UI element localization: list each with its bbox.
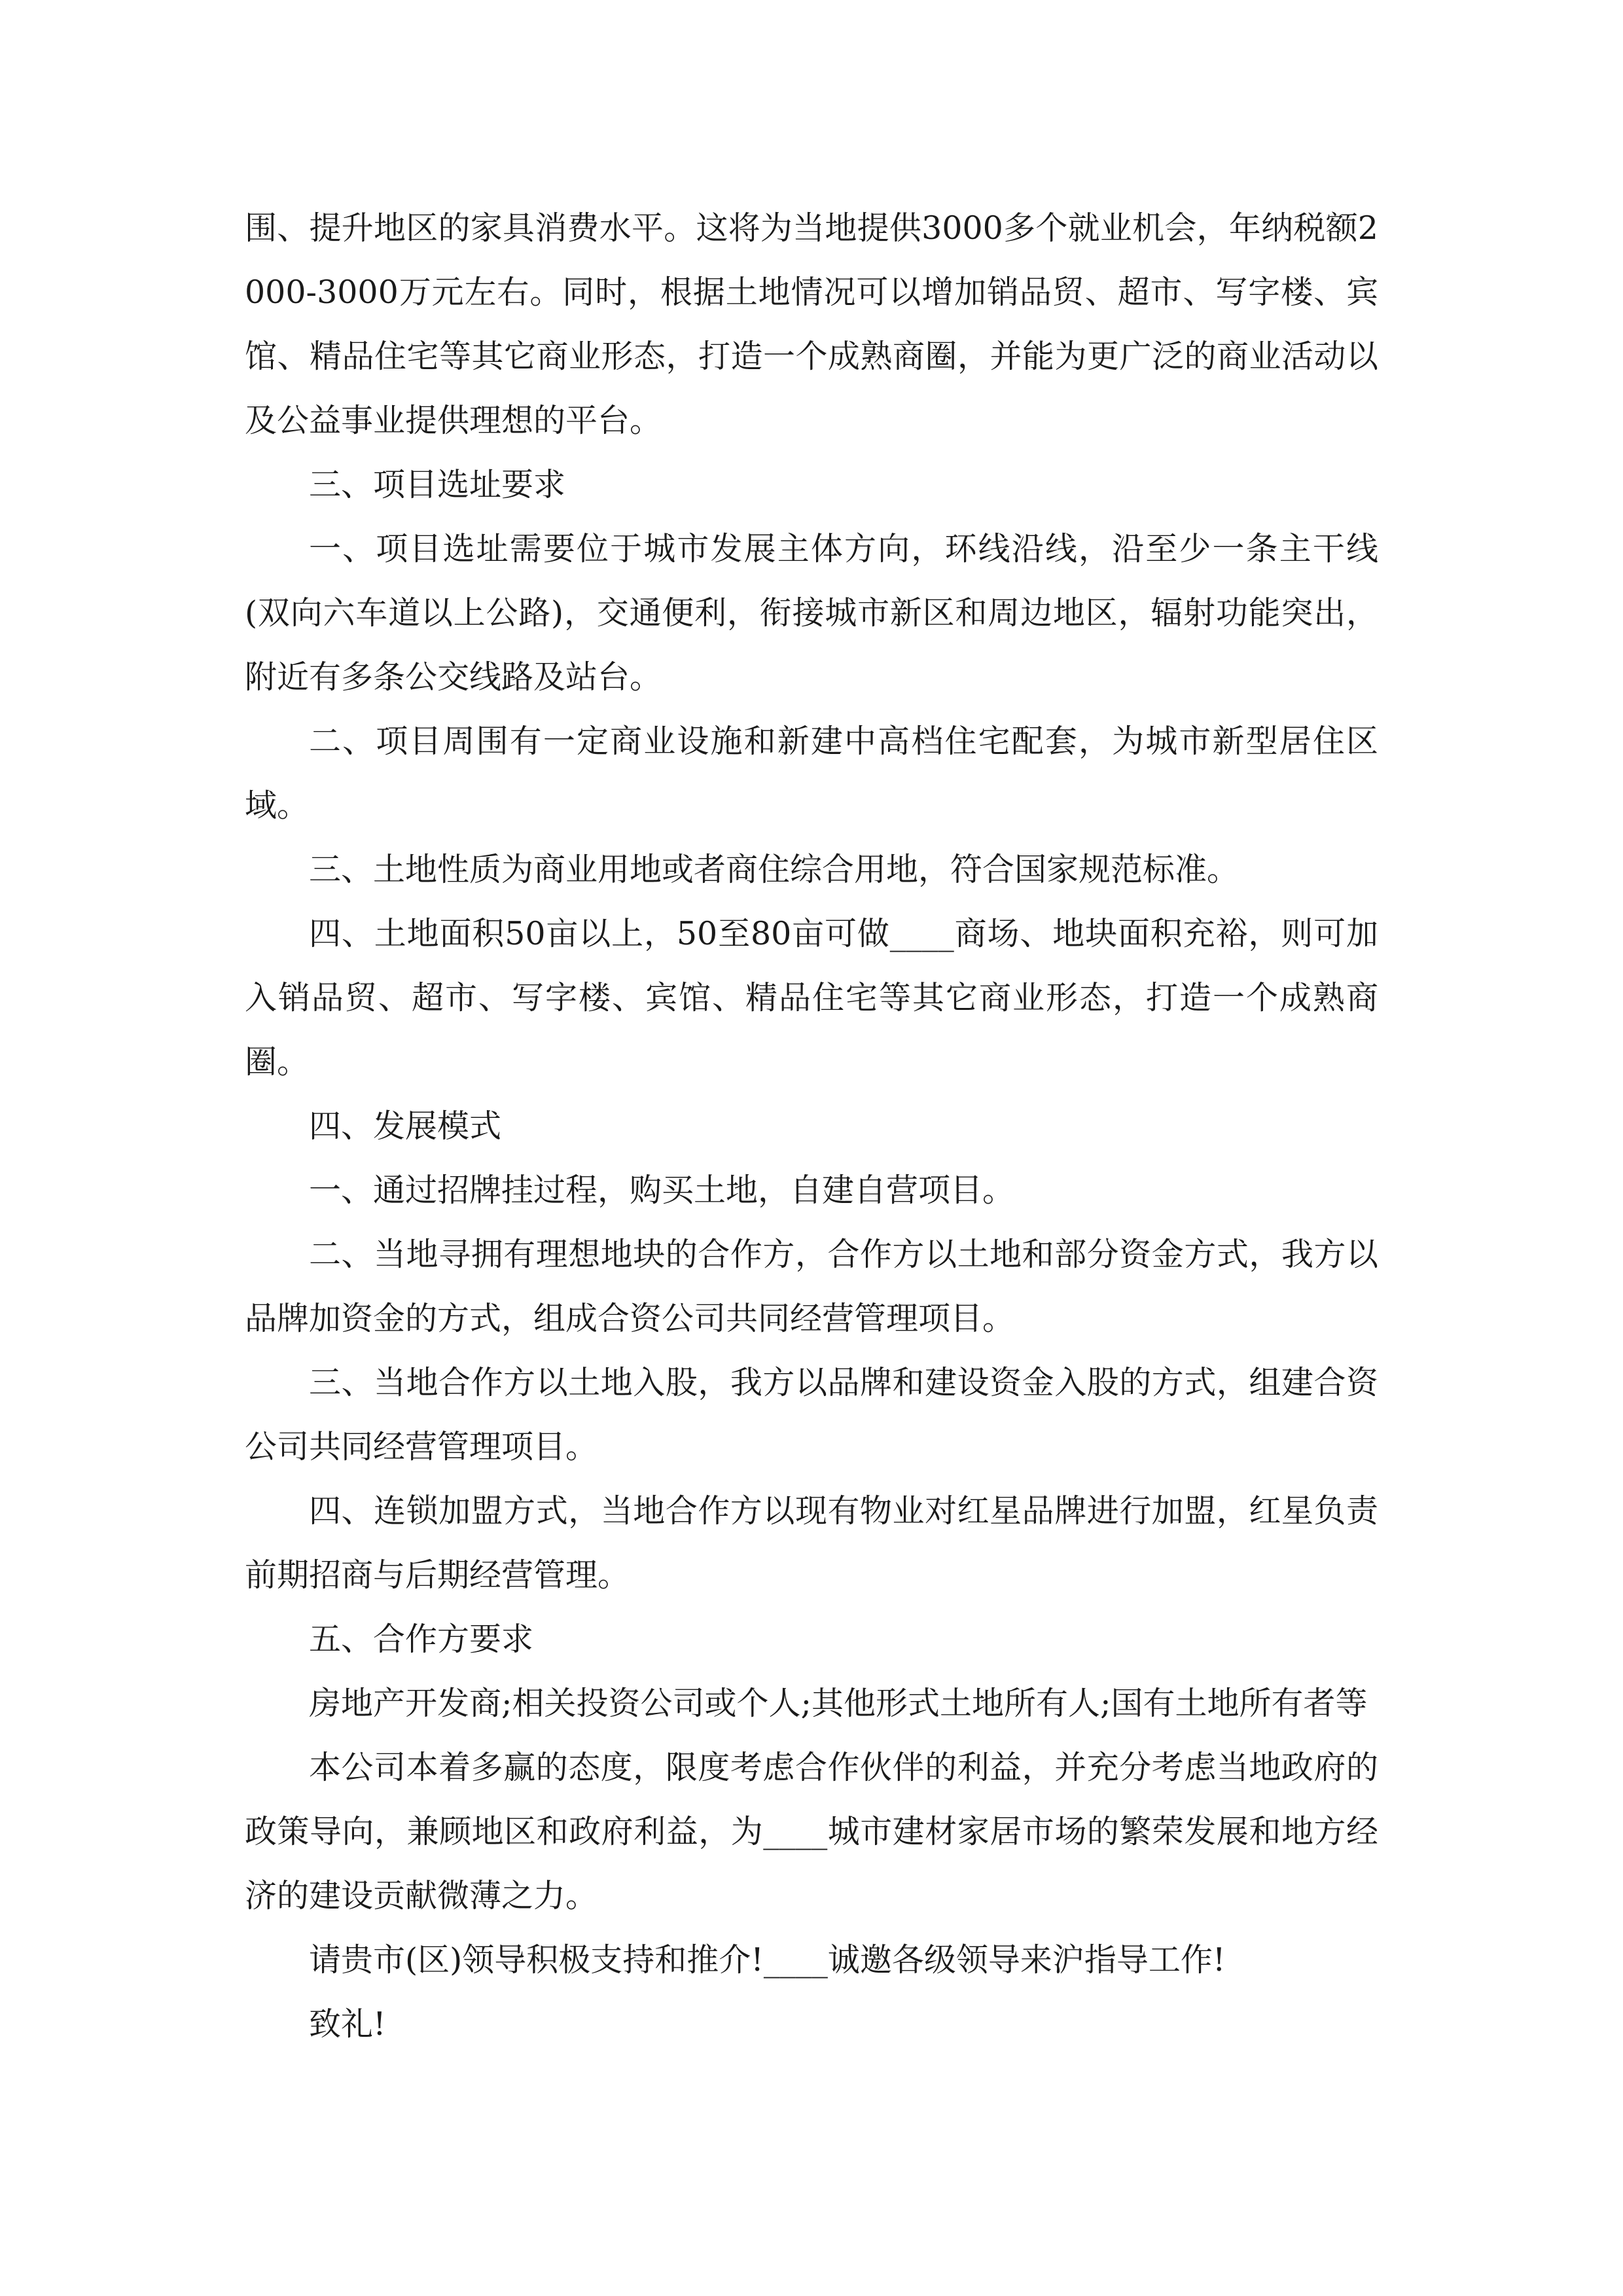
paragraph-dev-mode-3: 三、当地合作方以土地入股，我方以品牌和建设资金入股的方式，组建合资公司共同经营管理项目。: [245, 1364, 1378, 1465]
paragraph-site-req-3: 三、土地性质为商业用地或者商住综合用地，符合国家规范标准。: [309, 851, 1240, 888]
paragraph-partner-types: 房地产开发商;相关投资公司或个人;其他形式土地所有人;国有土地所有者等: [309, 1685, 1368, 1722]
paragraph-site-req-4: 四、土地面积50亩以上，50至80亩可做____商场、地块面积充裕，则可加入销品贸、超市、写字楼、宾馆、精品住宅等其它商业形态，打造一个成熟商圈。: [245, 915, 1378, 1081]
heading-site-requirements: 三、项目选址要求: [309, 466, 566, 503]
paragraph-invitation: 请贵市(区)领导积极支持和推介!____诚邀各级领导来沪指导工作!: [309, 1941, 1226, 1979]
paragraph-intro-continuation: 围、提升地区的家具消费水平。这将为当地提供3000多个就业机会，年纳税额2000-3000万元左右。同时，根据土地情况可以增加销品贸、超市、写字楼、宾馆、精品住宅等其它商业形态，打造一个成熟商圈，并能为更广泛的商业活动以及公益事业提供理想的平台。: [245, 209, 1378, 439]
paragraph-dev-mode-1: 一、通过招牌挂过程，购买土地，自建自营项目。: [309, 1172, 1015, 1209]
paragraph-company-statement: 本公司本着多赢的态度，限度考虑合作伙伴的利益，并充分考虑当地政府的政策导向，兼顾地区和政府利益，为____城市建材家居市场的繁荣发展和地方经济的建设贡献微薄之力。: [245, 1749, 1378, 1914]
paragraph-dev-mode-2: 二、当地寻拥有理想地块的合作方，合作方以土地和部分资金方式，我方以品牌加资金的方式，组成合资公司共同经营管理项目。: [245, 1236, 1378, 1337]
paragraph-site-req-1: 一、项目选址需要位于城市发展主体方向，环线沿线，沿至少一条主干线(双向六车道以上公路)，交通便利，衔接城市新区和周边地区，辐射功能突出，附近有多条公交线路及站台。: [245, 530, 1378, 696]
heading-partner-requirements: 五、合作方要求: [309, 1621, 534, 1658]
heading-development-mode: 四、发展模式: [309, 1107, 502, 1145]
document-body: [245, 196, 1378, 2056]
paragraph-closing: 致礼!: [309, 2005, 386, 2043]
paragraph-site-req-2: 二、项目周围有一定商业设施和新建中高档住宅配套，为城市新型居住区域。: [245, 723, 1378, 824]
paragraph-dev-mode-4: 四、连锁加盟方式，当地合作方以现有物业对红星品牌进行加盟，红星负责前期招商与后期经营管理。: [245, 1492, 1378, 1594]
